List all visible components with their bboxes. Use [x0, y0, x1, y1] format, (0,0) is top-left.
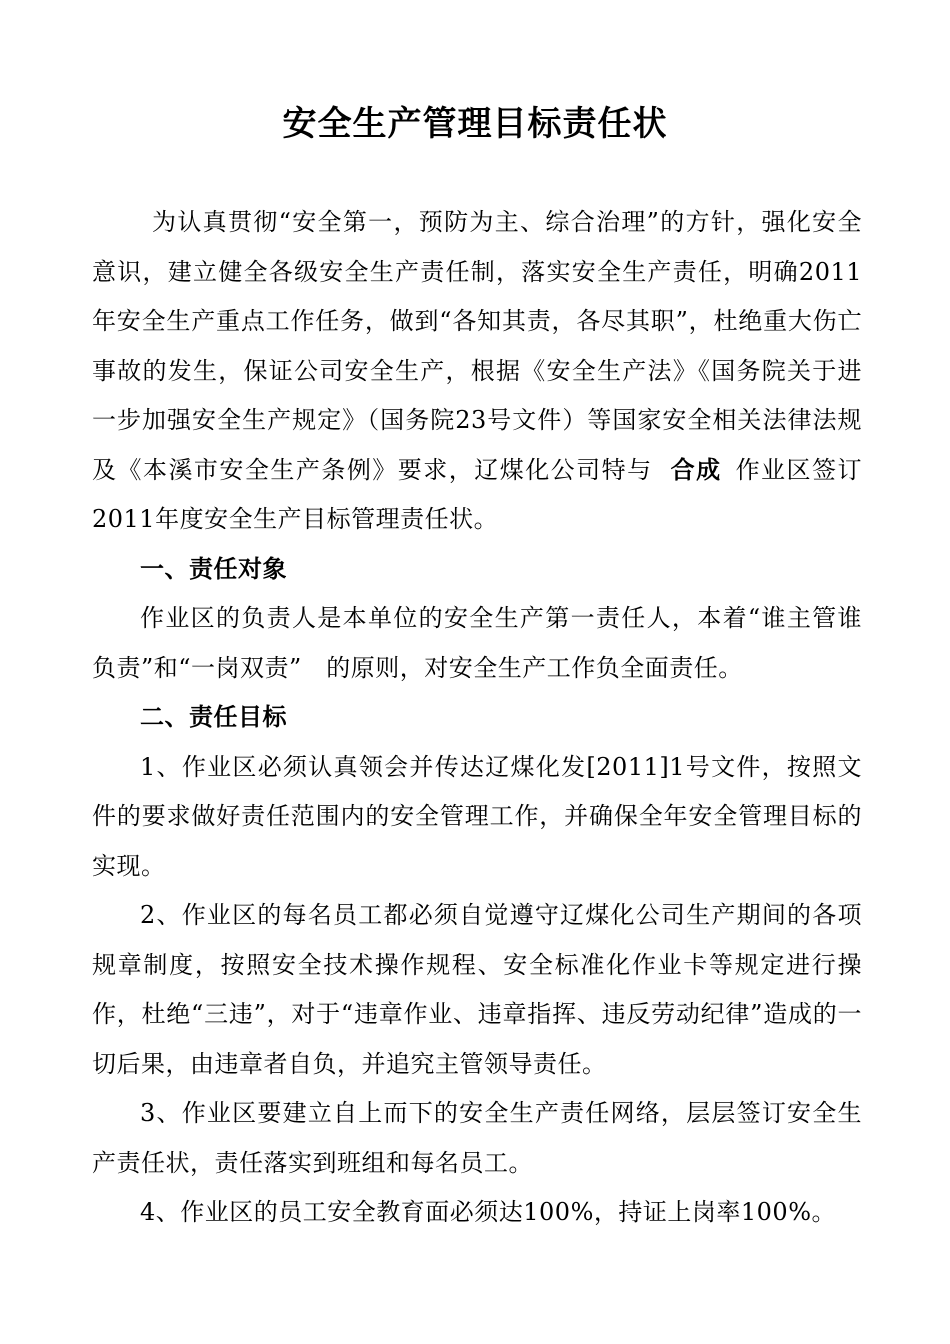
goal-item-1: 1、作业区必须认真领会并传达辽煤化发[2011]1号文件，按照文件的要求做好责任范围内的安全管理工作，并确保全年安全管理目标的实现。 [92, 752, 862, 880]
intro-text-after-unit: 作业区签订2011年度安全生产目标管理责任状。 [92, 455, 863, 533]
section-heading-responsibility-object: 一、责任对象 [140, 554, 287, 583]
document-body [92, 198, 862, 1238]
unit-name: 合成 [670, 455, 722, 484]
goal-item-2: 2、作业区的每名员工都必须自觉遵守辽煤化公司生产期间的各项规章制度，按照安全技术操作规程、安全标准化作业卡等规定进行操作，杜绝“三违”，对于“违章作业、违章指挥、违反劳动纪律”造成的一切后果，由违章者自负，并追究主管领导责任。 [92, 901, 862, 1078]
document-title: 安全生产管理目标责任状 [282, 104, 668, 144]
intro-paragraph [92, 198, 862, 545]
goal-item-3: 3、作业区要建立自上而下的安全生产责任网络，层层签订安全生产责任状，责任落实到班组和每名员工。 [92, 1099, 862, 1177]
goal-item-4: 4、作业区的员工安全教育面必须达100%，持证上岗率100%。 [140, 1198, 836, 1226]
section-heading-responsibility-goals: 二、责任目标 [140, 703, 287, 731]
section-paragraph-responsibility-object: 作业区的负责人是本单位的安全生产第一责任人，本着“谁主管谁负责”和“一岗双责” 的原则，对安全生产工作负全面责任。 [92, 604, 862, 682]
intro-text-before-unit: 为认真贯彻“安全第一，预防为主、综合治理”的方针，强化安全意识，建立健全各级安全生产责任制，落实安全生产责任，明确2011年安全生产重点工作任务，做到“各知其责，各尽其职”，杜绝重大伤亡事故的发生，保证公司安全生产，根据《安全生产法》《国务院关于进一步加强安全生产规定》（国务院23号文件）等国家安全相关法律法规及《本溪市安全生产条例》要求，辽煤化公司特与 [92, 208, 862, 484]
